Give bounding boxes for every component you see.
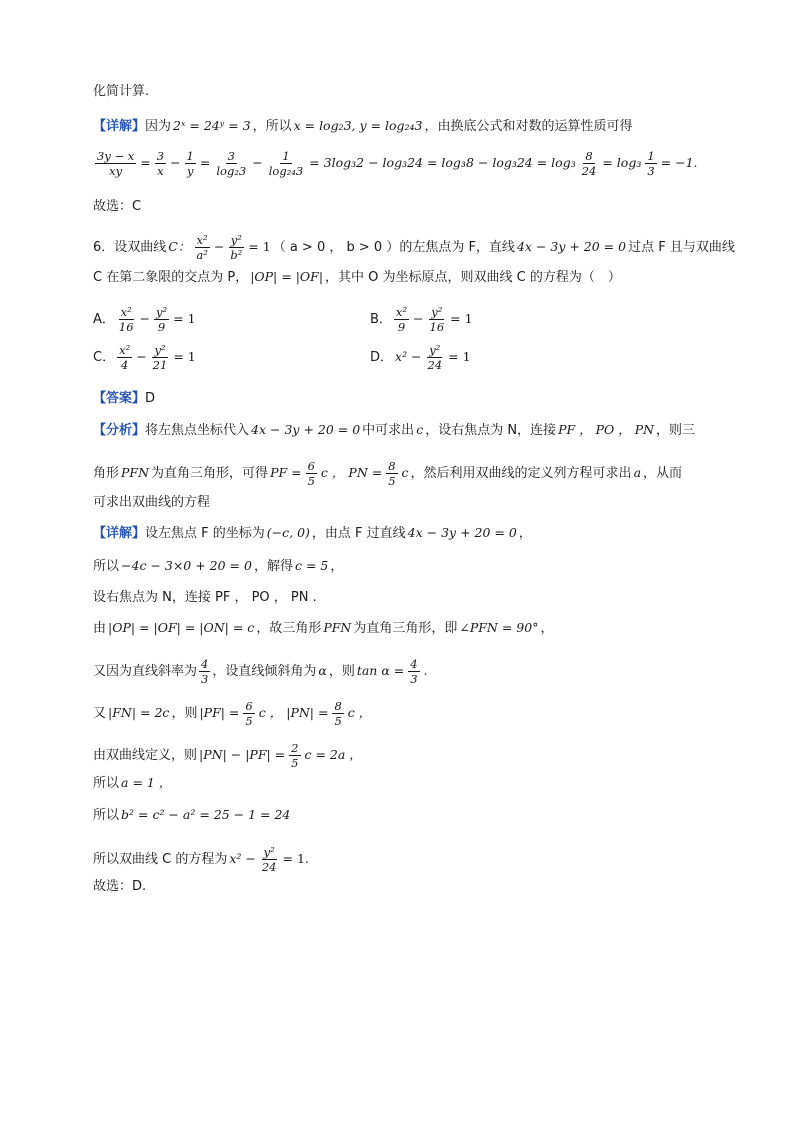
fraction-slope: $\frac{4}{3}$ — [201, 657, 209, 687]
option-a[interactable]: A． $\frac{\text{x²}}{16}$ − $\frac{\text{y²}}{9}$ = 1 — [93, 305, 196, 335]
fraction-1-y: $\frac{1}{y}$ — [186, 149, 194, 179]
option-c[interactable]: C． $\frac{\text{x²}}{4}$ − $\frac{\text{y²}}{21}$ = 1 — [93, 343, 196, 373]
given-expr: 2ˣ = 24ʸ = 3 — [173, 118, 251, 134]
detail-line-6: 又 |FN| = 2c ，则 |PF| = $\frac{6}{5}$ c ， |PN| = $\frac{8}{5}$ c ， — [93, 699, 372, 729]
prev-answer: 故选：C — [93, 199, 142, 214]
eq-tail: = 1 — [248, 239, 271, 255]
q6-cond: （ a > 0 ， b > 0 ） — [272, 240, 400, 256]
detail-line-2: 所以 −4c − 3×0 + 20 = 0 ，解得 c = 5 ， — [93, 558, 344, 574]
detail-line-8: 所以 a = 1 ， — [93, 775, 172, 791]
detail-line-7: 由双曲线定义，则 |PN| − |PF| = $\frac{2}{5}$ c = 2a ， — [93, 741, 362, 771]
prev-intro: 化简计算. — [93, 84, 150, 99]
q6-stem-e: ，其中 O 为坐标原点，则双曲线 C 的方程为（ ） — [325, 270, 621, 285]
fraction-8-24: $\frac{8}{24}$ — [581, 149, 597, 179]
q6-line-eq: 4x − 3y + 20 = 0 — [516, 239, 627, 255]
detail-line-5: 又因为直线斜率为 $\frac{4}{3}$ ，设直线倾斜角为 α ，则 tan α = $\frac{4}{3}$ . — [93, 657, 428, 687]
eq-x2-a2: $\frac{\text{x²}}{\text{a²}}$ — [196, 233, 208, 263]
fraction-1-log: $\frac{1}{\text{log₂₄3}}$ — [268, 149, 304, 179]
prev-detail-line — [93, 120, 633, 133]
analysis-line-1: 【分析】 将左焦点坐标代入 4x − 3y + 20 = 0 中可求出 c ，设右焦点为 N，连接 PF ， PO ， PN ，则三 — [93, 422, 696, 438]
q6-stem-b: 的左焦点为 F，直线 — [399, 240, 515, 256]
fraction-1-3: $\frac{1}{3}$ — [647, 149, 655, 179]
option-b[interactable]: B． $\frac{\text{x²}}{9}$ − $\frac{\text{y²}}{16}$ = 1 — [370, 305, 473, 335]
fraction-3-log: $\frac{3}{\text{log₂3}}$ — [216, 149, 247, 179]
q6-curve-name: C： — [168, 239, 191, 255]
analysis-line-2: 角形 PFN 为直角三角形，可得 PF = $\frac{6}{5}$ c ， PN = $\frac{8}{5}$ c ，然后利用双曲线的定义列方程可求出 a ，从而 — [93, 459, 683, 489]
fraction-8-5: $\frac{8}{5}$ — [388, 459, 396, 489]
eq-y2-b2: $\frac{\text{y²}}{\text{b²}}$ — [230, 233, 243, 263]
q6-op-of: |OP| = |OF| — [250, 269, 324, 285]
detail-line-10: 所以双曲线 C 的方程为 x² − $\frac{\text{y²}}{24}$ = 1. — [93, 845, 309, 875]
final-answer-line — [93, 880, 146, 893]
fraction-tan: $\frac{4}{3}$ — [410, 657, 418, 687]
answer-line — [93, 392, 155, 405]
calc-result: = −1. — [660, 155, 698, 171]
analysis-tag: 【分析】 — [93, 423, 146, 438]
final-answer: 故选：D. — [93, 879, 147, 894]
prev-intro-line — [93, 85, 149, 98]
detail-line-4: 由 |OP| = |OF| = |ON| = c ，故三角形 PFN 为直角三角形，即 ∠PFN = 90° ， — [93, 620, 554, 636]
fraction-3-x: $\frac{3}{x}$ — [156, 149, 165, 179]
q6-stem-line-2 — [93, 271, 621, 284]
calc-t6-pre: = log₃ — [602, 155, 642, 171]
fraction-lhs: $\frac{3y - x}{xy}$ — [97, 149, 135, 179]
q6-stem-line-1: 6．设双曲线 C： $\frac{\text{x²}}{\text{a²}}$ − $\frac{\text{y²}}{\text{b²}}$ = 1 （ a > 0 ， b > 0 ） 的左焦点为 F，直线 4x − 3y + 20 = 0 过点 F 且与双曲线 — [93, 233, 735, 263]
detail-tag: 【详解】 — [93, 526, 146, 541]
prev-detail-text-c: ，由换底公式和对数的运算性质可得 — [424, 119, 633, 134]
detail-line-9: 所以 b² = c² − a² = 25 − 1 = 24 — [93, 807, 291, 823]
fraction-6-5: $\frac{6}{5}$ — [307, 459, 315, 489]
prev-detail-tag: 【详解】 — [93, 119, 146, 134]
prev-detail-text-b: ，所以 — [252, 119, 292, 134]
prev-answer-line — [93, 200, 141, 213]
detail-line-3: 设右焦点为 N，连接 PF ， PO ， PN . — [93, 590, 317, 605]
q6-stem-d: C 在第二象限的交点为 P， — [93, 270, 249, 285]
answer-tag: 【答案】 — [93, 391, 146, 406]
option-d[interactable]: D． x² − $\frac{\text{y²}}{24}$ = 1 — [370, 343, 471, 373]
detail-line-1: 【详解】 设左焦点 F 的坐标为 (−c, 0) ，由点 F 过直线 4x − 3y + 20 = 0 ， — [93, 525, 532, 541]
q6-stem-c: 过点 F 且与双曲线 — [628, 240, 735, 256]
prev-detail-text-a: 因为 — [145, 119, 172, 134]
xy-expr: x = log₂3, y = log₂₄3 — [293, 118, 423, 134]
calc-mid: = 3log₃2 − log₃24 = log₃8 − log₃24 = log₃ — [309, 155, 576, 171]
q6-stem-a: 6．设双曲线 — [93, 240, 167, 256]
analysis-line-3: 可求出双曲线的方程 — [93, 495, 211, 510]
prev-calc-line: $\frac{3y - x}{xy}$ = $\frac{3}{x}$ − $\frac{1}{y}$ = $\frac{3}{\text{log₂3}}$ − $\frac{1}{\text{log₂₄3}}$ = 3log₃2 − log₃24 = log₃8 − log₃24 = log₃ $\frac{8}{24}$ = log₃ $\frac{1}{3}$ = −1. — [97, 149, 698, 179]
answer-value: D — [145, 391, 156, 406]
